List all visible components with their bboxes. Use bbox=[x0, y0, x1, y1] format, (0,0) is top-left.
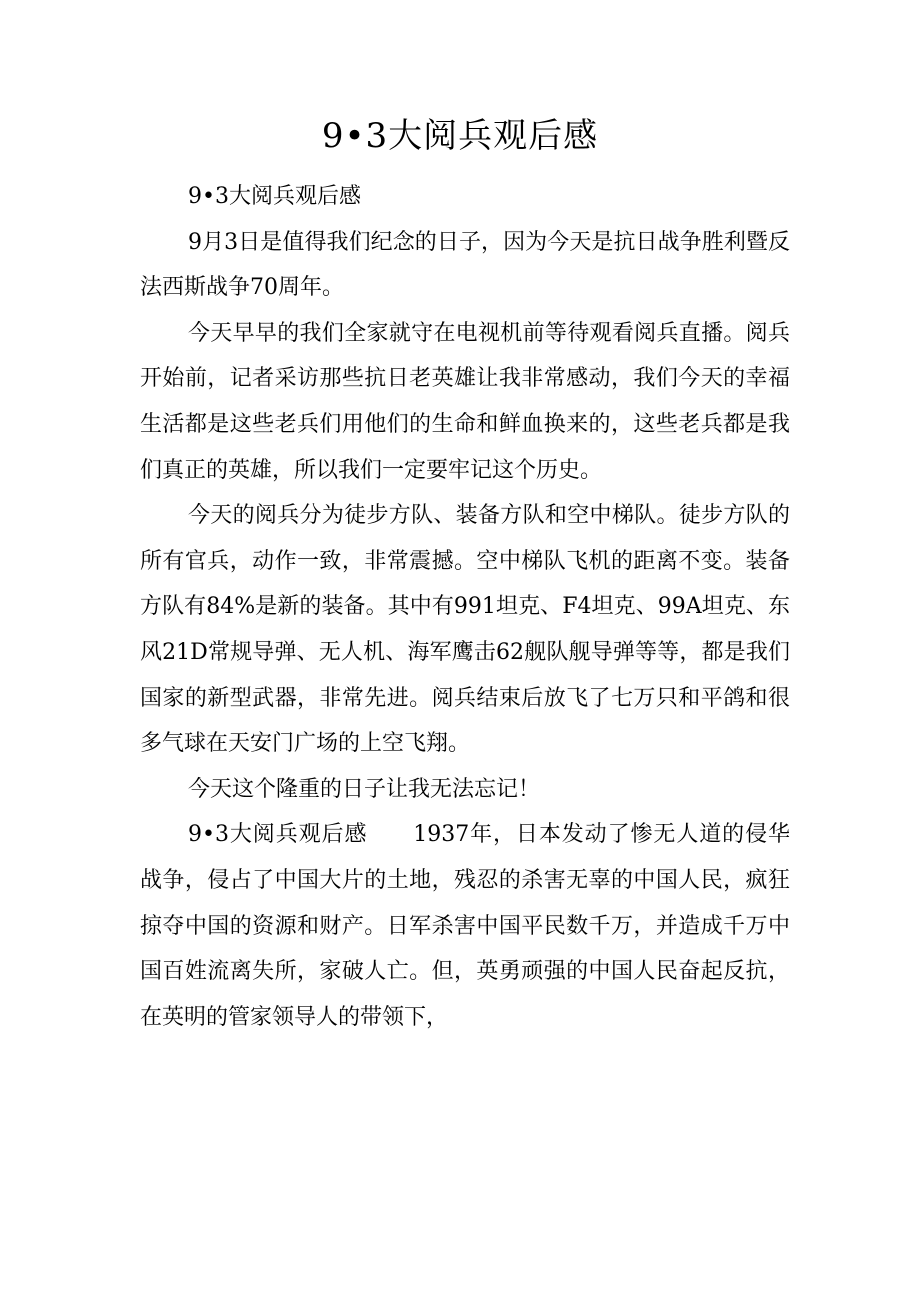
paragraph-subtitle: 9•3大阅兵观后感 bbox=[188, 184, 361, 209]
paragraph-intro: 9月3日是值得我们纪念的日子，因为今天是抗日战争胜利暨反法西斯战争70周年。 bbox=[140, 229, 790, 301]
paragraph-parade-formations: 今天的阅兵分为徒步方队、装备方队和空中梯队。徒步方队的所有官兵，动作一致，非常震撼。空中梯队飞机的距离不变。装备方队有84%是新的装备。其中有991坦克、F4坦克、99A坦克、东风21D常规导弹、无人机、海军鹰击62舰队舰导弹等等，都是我们国家的新型武器，非常先进。阅兵结束后放飞了七万只和平鸽和很多气球在天安门广场的上空飞翔。 bbox=[140, 503, 790, 757]
document-body bbox=[140, 174, 790, 1040]
paragraph-unforgettable: 今天这个隆重的日子让我无法忘记！ bbox=[188, 776, 541, 802]
paragraph-history: 9•3大阅兵观后感 1937年，日本发动了惨无人道的侵华战争，侵占了中国大片的土地，残忍的杀害无辜的中国人民，疯狂掠夺中国的资源和财产。日军杀害中国平民数千万，并造成千万中国百姓流离失所，家破人亡。但，英勇顽强的中国人民奋起反抗，在英明的管家领导人的带领下， bbox=[140, 822, 790, 1030]
document-title: 9•3大阅兵观后感 bbox=[321, 116, 599, 156]
paragraph-family-watching: 今天早早的我们全家就守在电视机前等待观看阅兵直播。阅兵开始前，记者采访那些抗日老英雄让我非常感动，我们今天的幸福生活都是这些老兵们用他们的生命和鲜血换来的，这些老兵都是我们真正的英雄，所以我们一定要牢记这个历史。 bbox=[140, 320, 790, 483]
